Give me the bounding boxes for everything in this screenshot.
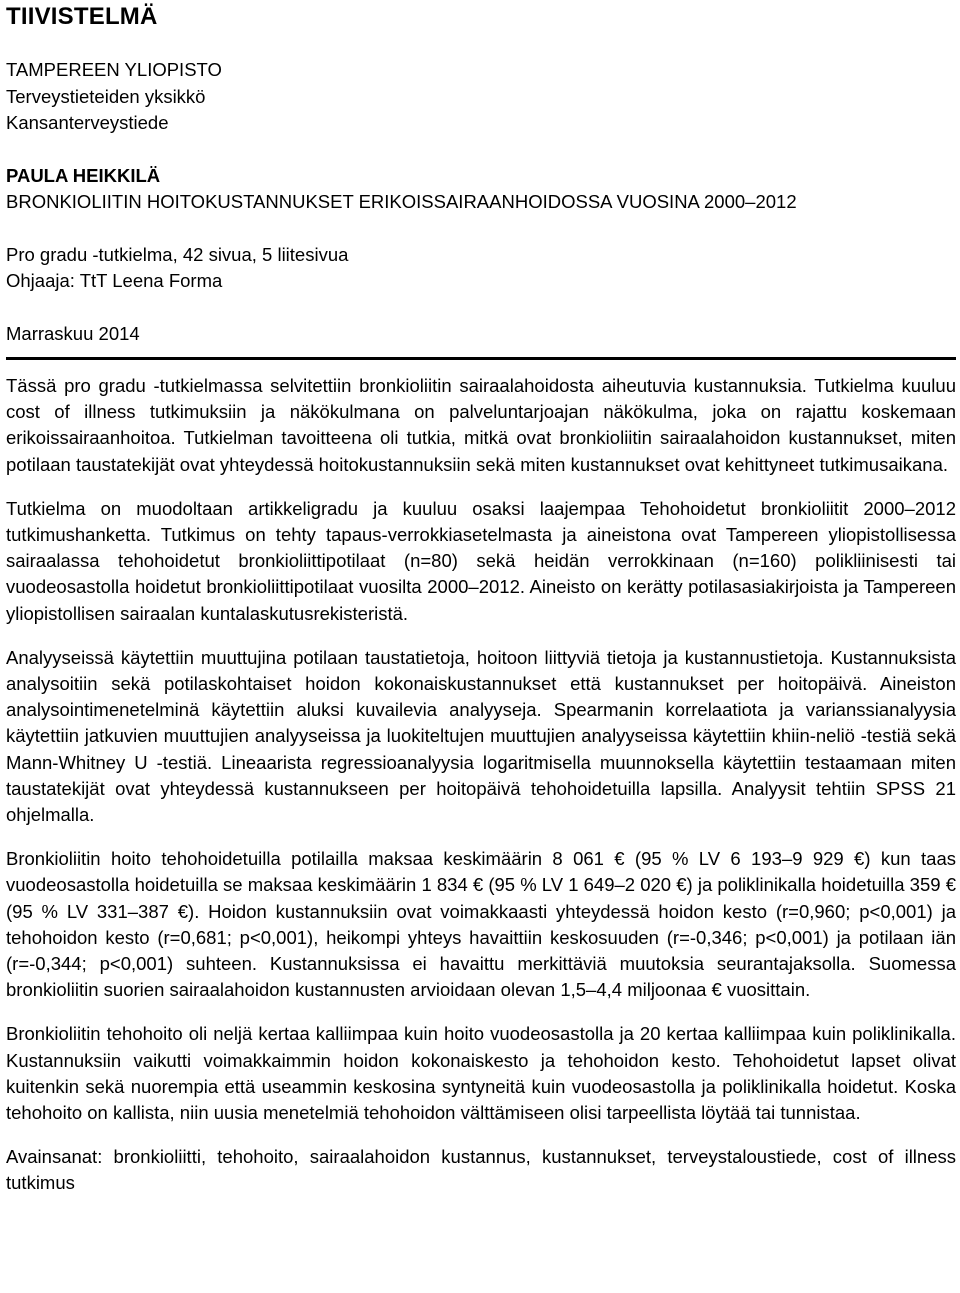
unit-name: Terveystieteiden yksikkö: [6, 85, 206, 107]
keywords: Avainsanat: bronkioliitti, tehohoito, sairaalahoidon kustannus, kustannukset, terveystaloustiede, cost of illness tutkimus: [6, 1146, 956, 1194]
date-block: [6, 321, 956, 348]
subject-name: Kansanterveystiede: [6, 112, 169, 133]
abstract-paragraph-3: Analyyseissä käytettiin muuttujina potilaan taustatietoja, hoitoon liittyviä tietoja ja kustannustietoja. Kustannuksista analysoitiin sekä potilaskohtaiset hoidon kokonaiskustannukset että kustannukset per hoitopäivä. Aineiston analysointimenetelminä käytettiin aluksi kuvailevia analyyseja. Spearmanin korrelaatiota ja varianssianalyysia käytettiin jatkuvien muuttujien analyyseissa ja luokiteltujen muuttujien analyyseissa käytettiin khiin-neliö -testiä sekä Mann-Whitney U -testiä. Lineaarista regressioanalyysia logaritmisella muunnoksella käytettiin testaamaan miten taustatekijät ovat yhteydessä kustannukseen per hoitopäivä tehohoidetuilla lapsilla. Analyysit tehtiin SPSS 21 ohjelmalla.: [6, 646, 956, 826]
publication-date: Marraskuu 2014: [6, 322, 140, 344]
university-name: TAMPEREEN YLIOPISTO: [6, 59, 222, 80]
organization-block: [6, 57, 956, 137]
abstract-paragraph-2: Tutkielma on muodoltaan artikkeligradu ja kuuluu osaksi laajempaa Tehohoidetut bronkioliitit 2000–2012 tutkimushanketta. Tutkimus on tehty tapaus-verrokkiasetelmasta ja aineistona ovat Tampereen yliopistollisessa sairaalassa tehohoidetut bronkioliittipotilaat (n=80) sekä heidän verrokkinaan (n=160) polikliinisesti tai vuodeosastolla hoidetut bronkioliittipotilaat vuosilta 2000–2012. Aineisto on kerätty potilasasiakirjoista ja Tampereen yliopistollisen sairaalan kuntalaskutusrekisteristä.: [6, 497, 956, 624]
author-name: PAULA HEIKKILÄ: [6, 164, 161, 186]
supervisor: Ohjaaja: TtT Leena Forma: [6, 270, 223, 291]
thesis-title: BRONKIOLIITIN HOITOKUSTANNUKSET ERIKOISSAIRAANHOIDOSSA VUOSINA 2000–2012: [6, 191, 797, 212]
page-title: TIIVISTELMÄ: [6, 3, 158, 30]
divider-rule: [6, 357, 956, 360]
abstract-paragraph-4: Bronkioliitin hoito tehohoidetuilla potilailla maksaa keskimäärin 8 061 € (95 % LV 6 193–9 929 €) kun taas vuodeosastolla hoidetuilla se maksaa keskimäärin 1 834 € (95 % LV 1 649–2 020 €) ja poliklinikalla hoidetuilla 359 € (95 % LV 331–387 €). Hoidon kustannuksiin ovat voimakkaasti yhteydessä hoidon kesto (r=0,960; p<0,001) ja tehohoidon kesto (r=0,681; p<0,001), heikompi yhteys havaittiin keskosuuden (r=-0,346; p<0,001) ja potilaan iän (r=-0,344; p<0,001) suhteen. Kustannuksissa ei havaittu merkittäviä muutoksia seurantajaksolla. Suomessa bronkioliitin suorien sairaalahoidon kustannusten arvioidaan olevan 1,5–4,4 miljoonaa € vuosittain.: [6, 848, 956, 1001]
abstract-paragraph-1: Tässä pro gradu -tutkielmassa selvitettiin bronkioliitin sairaalahoidosta aiheutuvia kustannuksia. Tutkielma kuuluu cost of illness tutkimuksiin ja näkökulmana on palveluntarjoajan näkökulma, joka on rajattu koskemaan erikoissairaanhoitoa. Tutkielman tavoitteena oli tutkia, mitkä ovat bronkioliitin sairaalahoidon kustannukset, miten potilaan taustatekijät ovat yhteydessä hoitokustannuksiin sekä miten kustannukset ovat kehittyneet tutkimusaikana.: [6, 375, 956, 475]
author-block: [6, 163, 956, 216]
abstract-body: [6, 373, 956, 1197]
abstract-paragraph-5: Bronkioliitin tehohoito oli neljä kertaa kalliimpaa kuin hoito vuodeosastolla ja 20 kertaa kalliimpaa kuin poliklinikalla. Kustannuksiin vaikutti voimakkaimmin hoidon kokonaiskesto ja tehohoidon kesto. Tehohoidetut lapset olivat kuitenkin sekä nuorempia että useammin keskosina syntyneitä kuin vuodeosastolla ja poliklinikalla hoidetut. Koska tehohoito on kallista, niin uusia menetelmiä tehohoidon välttämiseen olisi tarpeellista löytää tai tunnistaa.: [6, 1023, 956, 1124]
thesis-type: Pro gradu -tutkielma, 42 sivua, 5 liitesivua: [6, 243, 349, 265]
thesis-info-block: [6, 242, 956, 295]
